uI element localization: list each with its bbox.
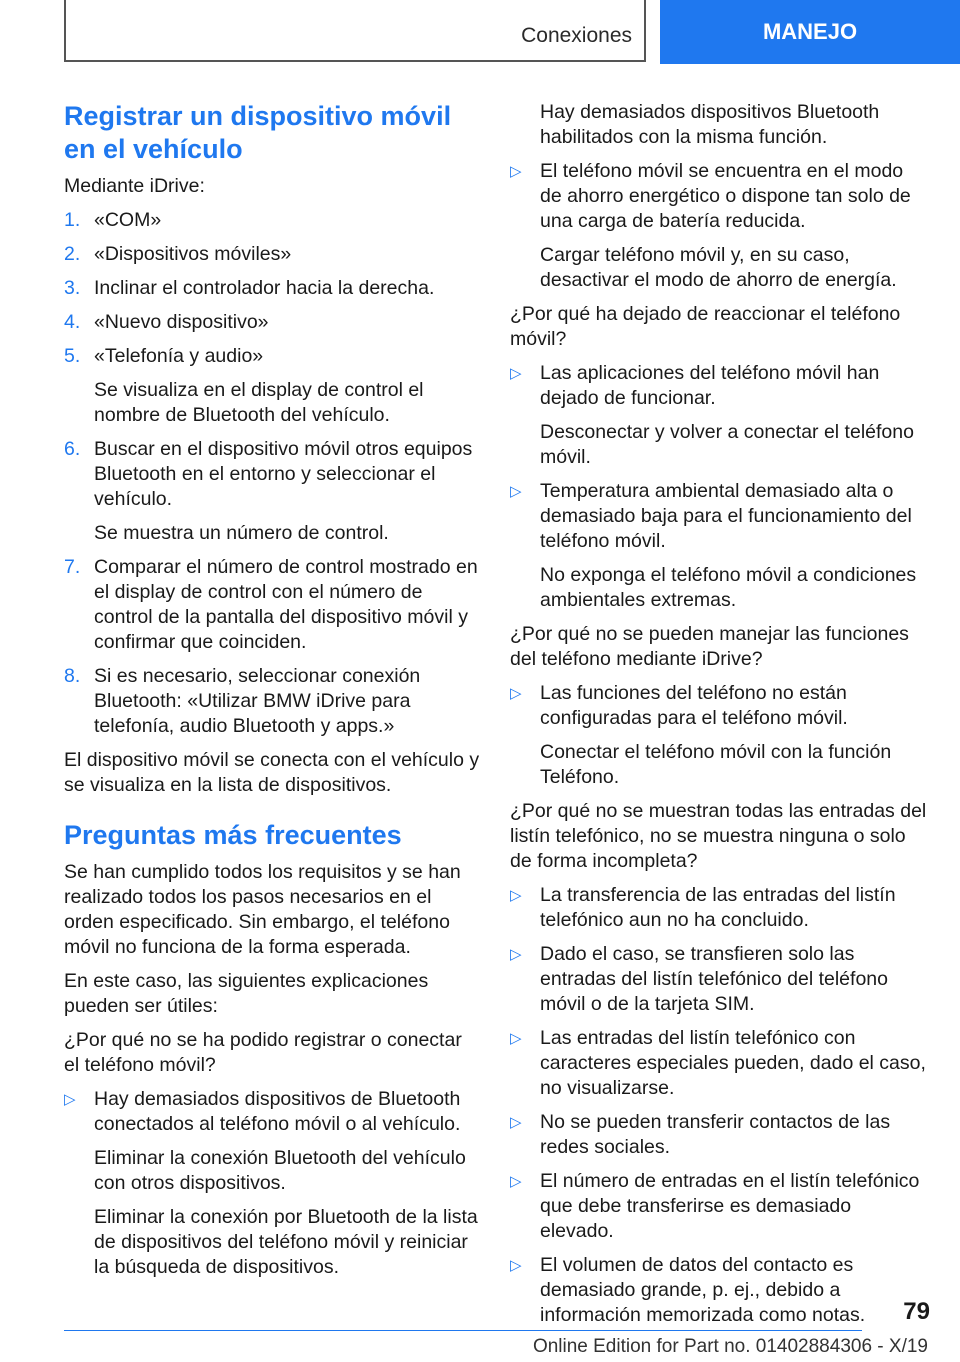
step-number: 6. [64,438,81,460]
faq-bullet [510,942,930,1017]
outro-text: El dispositivo móvil se conecta con el vehículo y se visualiza en la lista de dispositivos. [64,749,480,796]
bullet-note: No exponga el teléfono móvil a condiciones ambientales extremas. [540,564,917,611]
step-number: 3. [64,277,81,299]
bullet-note: Eliminar la conexión Bluetooth del vehículo con otros dispositivos. [94,1147,466,1194]
faq-question: ¿Por qué no se ha podido registrar o conectar el teléfono móvil? [64,1029,462,1076]
header-frame [64,0,646,62]
step-text: Si es necesario, seleccionar conexión Bluetooth: «Utilizar BMW iDrive para telefonía, audio Bluetooth y apps.» [94,665,421,737]
triangle-bullet-icon: ▷ [510,163,522,180]
step-item [64,276,480,301]
step-note: Se visualiza en el display de control el nombre de Bluetooth del vehículo. [94,379,424,426]
faq-bullet [510,361,930,411]
bullet-text: Temperatura ambiental demasiado alta o demasiado baja para el funcionamiento del teléfono móvil. [540,480,912,552]
intro-text: Mediante iDrive: [64,175,205,197]
triangle-bullet-icon: ▷ [510,483,522,500]
step-text: «COM» [94,209,162,231]
bullet-text: El teléfono móvil se encuentra en el modo de ahorro energético o dispone tan solo de una carga de batería reducida. [540,160,911,232]
step-text: «Dispositivos móviles» [94,243,292,265]
step-item [64,555,480,655]
faq-question: ¿Por qué ha dejado de reaccionar el teléfono móvil? [510,303,901,350]
section-heading-faq: Preguntas más frecuentes [64,820,402,850]
step-text: «Telefonía y audio» [94,345,264,367]
step-number: 1. [64,209,81,231]
triangle-bullet-icon: ▷ [510,1173,522,1190]
step-text: Inclinar el controlador hacia la derecha. [94,277,435,299]
bullet-note: Hay demasiados dispositivos Bluetooth habilitados con la misma función. [540,101,880,148]
triangle-bullet-icon: ▷ [510,1114,522,1131]
triangle-bullet-icon: ▷ [64,1091,76,1108]
chapter-tab: MANEJO [660,0,960,64]
bullet-text: Las funciones del teléfono no están configuradas para el teléfono móvil. [540,682,848,729]
step-number: 4. [64,311,81,333]
faq-question: ¿Por qué no se pueden manejar las funciones del teléfono mediante iDrive? [510,623,909,670]
faq-bullet [510,1026,930,1101]
section-heading-register: Registrar un dispositivo móvil en el vehículo [64,101,452,164]
bullet-note: Cargar teléfono móvil y, en su caso, desactivar el modo de ahorro de energía. [540,244,897,291]
step-note: Se muestra un número de control. [94,522,389,544]
step-item [64,344,480,369]
faq-intro: Se han cumplido todos los requisitos y se han realizado todos los pasos necesarios en el orden especificado. Sin embargo, el teléfono móvil no funciona de la forma esperada. [64,861,461,958]
footer-edition: Online Edition for Part no. 01402884306 - X/19 [532,1336,928,1357]
step-number: 2. [64,243,81,265]
bullet-note: Conectar el teléfono móvil con la función Teléfono. [540,741,892,788]
step-number: 5. [64,345,81,367]
faq-bullet [510,479,930,554]
bullet-text: La transferencia de las entradas del listín telefónico aun no ha concluido. [540,884,896,931]
step-item [64,310,480,335]
step-item [64,242,480,267]
bullet-text: El número de entradas en el listín telefónico que debe transferirse es demasiado elevado. [540,1170,920,1242]
bullet-text: Hay demasiados dispositivos de Bluetooth conectados al teléfono móvil o al vehículo. [94,1088,461,1135]
section-title: Conexiones [521,24,632,47]
triangle-bullet-icon: ▷ [510,365,522,382]
faq-bullet [510,883,930,933]
bullet-note: Eliminar la conexión por Bluetooth de la lista de dispositivos del teléfono móvil y reiniciar la búsqueda de dispositivos. [94,1206,478,1278]
step-number: 7. [64,556,81,578]
triangle-bullet-icon: ▷ [510,887,522,904]
triangle-bullet-icon: ▷ [510,1030,522,1047]
footer-divider [64,1330,862,1331]
step-item [64,664,480,739]
triangle-bullet-icon: ▷ [510,1257,522,1274]
step-text: Comparar el número de control mostrado en el display de control con el número de control de la pantalla del dispositivo móvil y confirmar que coinciden. [94,556,478,653]
left-column [64,100,480,1289]
triangle-bullet-icon: ▷ [510,685,522,702]
faq-bullet [510,159,930,234]
faq-question: ¿Por qué no se muestran todas las entradas del listín telefónico, no se muestra ninguna o solo de forma incompleta? [510,800,927,872]
step-text: Buscar en el dispositivo móvil otros equipos Bluetooth en el entorno y seleccionar el vehículo. [94,438,473,510]
bullet-text: El volumen de datos del contacto es demasiado grande, p. ej., debido a información memorizada como notas. [540,1254,866,1326]
triangle-bullet-icon: ▷ [510,946,522,963]
step-item [64,208,480,233]
faq-bullet [510,681,930,731]
bullet-text: No se pueden transferir contactos de las redes sociales. [540,1111,891,1158]
step-number: 8. [64,665,81,687]
page-header [64,0,960,64]
step-item [64,437,480,512]
page-number: 79 [903,1298,930,1325]
faq-bullet [510,1110,930,1160]
bullet-text: Dado el caso, se transfieren solo las entradas del listín telefónico del teléfono móvil o de la tarjeta SIM. [540,943,888,1015]
step-text: «Nuevo dispositivo» [94,311,269,333]
faq-bullet [64,1087,480,1137]
faq-intro: En este caso, las siguientes explicaciones pueden ser útiles: [64,970,429,1017]
right-column [510,100,930,1337]
faq-bullet [510,1169,930,1244]
bullet-text: Las aplicaciones del teléfono móvil han dejado de funcionar. [540,362,880,409]
bullet-text: Las entradas del listín telefónico con caracteres especiales pueden, dado el caso, no visualizarse. [540,1027,926,1099]
faq-bullet [510,1253,930,1328]
bullet-note: Desconectar y volver a conectar el teléfono móvil. [540,421,914,468]
